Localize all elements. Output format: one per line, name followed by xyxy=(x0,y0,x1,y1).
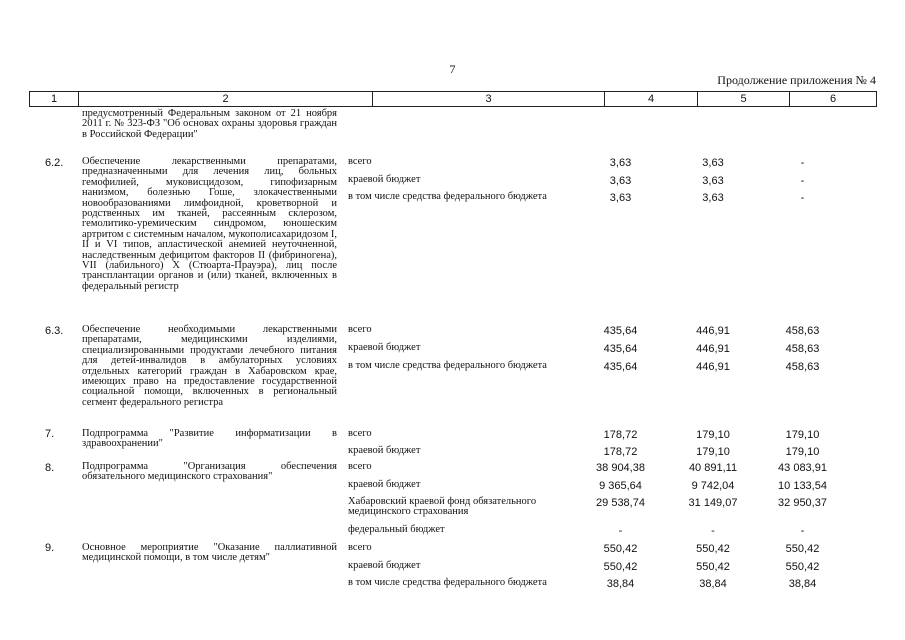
value-col-4: 3,63 xyxy=(609,175,632,187)
value-col-5: 446,91 xyxy=(696,325,730,337)
row-description: Подпрограмма "Организация обеспечения обязательного медицинского страхования" xyxy=(82,461,337,483)
header-col-6: 6 xyxy=(789,92,876,106)
value-col-6: 179,10 xyxy=(785,429,820,441)
value-col-5: 179,10 xyxy=(696,446,730,458)
value-col-6: 458,63 xyxy=(785,343,820,355)
value-col-4: 550,42 xyxy=(603,561,638,573)
value-col-5: 3,63 xyxy=(702,175,724,187)
source-label: всего xyxy=(348,461,372,472)
header-col-5: 5 xyxy=(697,92,789,106)
value-col-4: 178,72 xyxy=(603,446,638,458)
value-col-6: - xyxy=(800,175,805,187)
value-col-6: 43 083,91 xyxy=(778,462,827,474)
value-col-6: 458,63 xyxy=(785,325,820,337)
value-col-5: 179,10 xyxy=(696,429,730,441)
value-col-5: 446,91 xyxy=(696,343,730,355)
value-col-4: 38 904,38 xyxy=(596,462,645,474)
source-label: в том числе средства федерального бюджета xyxy=(348,360,547,371)
value-col-6: 32 950,37 xyxy=(778,497,827,509)
table-header xyxy=(29,91,877,107)
value-col-4: 435,64 xyxy=(603,361,638,373)
row-number: 9. xyxy=(45,542,55,554)
header-col-2: 2 xyxy=(78,92,372,106)
value-col-4: 3,63 xyxy=(609,157,632,169)
source-label: краевой бюджет xyxy=(348,445,421,456)
value-col-5: 3,63 xyxy=(702,157,724,169)
value-col-6: - xyxy=(800,157,805,169)
row-description: Обеспечение необходимыми лекарственными препаратами, медицинскими изделиями, специализированными продуктами лечебного питания для детей-инвалидов в амбулаторных условиях отдельных категорий граждан в Хабаровском крае, имеющих право на предоставление государственной социальной помощи, включенных в региональный сегмент федерального регистра xyxy=(82,324,337,408)
value-col-4: 435,64 xyxy=(603,325,638,337)
header-col-3: 3 xyxy=(372,92,604,106)
source-label: всего xyxy=(348,428,372,439)
row-description: предусмотренный Федеральным законом от 21 ноября 2011 г. № 323-ФЗ "Об основах охраны здоровья граждан в Российской Федерации" xyxy=(82,108,337,140)
value-col-6: 179,10 xyxy=(785,446,820,458)
row-description: Основное мероприятие "Оказание паллиативной медицинской помощи, в том числе детям" xyxy=(82,542,337,564)
row-number: 6.3. xyxy=(45,325,64,337)
row-description: Обеспечение лекарственными препаратами, предназначенными для лечения лиц, больных гемофилией, муковисцидозом, гипофизарным нанизмом, болезнью Гоше, злокачественными новообразованиями лимфоидной, кроветворной и родственных им тканей, рассеянным склерозом, гемолитико-уремическим синдромом, юношеским артритом с системным началом, мукополисахаридозом I, II и VI типов, апластической анемией неуточненной, наследственным дефицитом факторов II (фибриногена), VII (лабильного) X (Стюарта-Прауэра), лиц после трансплантации органов и (или) тканей, включенных в федеральный регистр xyxy=(82,156,337,292)
value-col-5: - xyxy=(711,525,715,537)
value-col-6: 458,63 xyxy=(785,361,820,373)
value-col-4: - xyxy=(618,525,623,537)
row-number: 7. xyxy=(45,428,55,440)
source-label: краевой бюджет xyxy=(348,342,421,353)
value-col-6: 38,84 xyxy=(788,578,817,590)
value-col-5: 446,91 xyxy=(696,361,730,373)
value-col-5: 3,63 xyxy=(702,192,724,204)
row-description: Подпрограмма "Развитие информатизации в здравоохранении" xyxy=(82,428,337,450)
value-col-5: 31 149,07 xyxy=(688,497,738,509)
source-label: в том числе средства федерального бюджета xyxy=(348,191,547,202)
header-col-4: 4 xyxy=(604,92,697,106)
source-label: всего xyxy=(348,324,372,335)
value-col-6: - xyxy=(800,192,805,204)
value-col-5: 550,42 xyxy=(696,561,730,573)
value-col-4: 550,42 xyxy=(603,543,638,555)
value-col-6: 550,42 xyxy=(785,543,820,555)
source-label: всего xyxy=(348,156,372,167)
source-label: краевой бюджет xyxy=(348,479,421,490)
header-col-1: 1 xyxy=(50,93,58,105)
continuation-note: Продолжение приложения № 4 xyxy=(717,73,876,87)
source-label: краевой бюджет xyxy=(348,174,421,185)
source-label: всего xyxy=(348,542,372,553)
value-col-4: 9 365,64 xyxy=(599,480,642,492)
value-col-5: 9 742,04 xyxy=(691,480,735,492)
source-label: Хабаровский краевой фонд обязательного медицинского страхования xyxy=(348,496,537,518)
value-col-5: 40 891,11 xyxy=(688,462,738,474)
value-col-5: 38,84 xyxy=(699,578,727,590)
value-col-6: 550,42 xyxy=(785,561,820,573)
row-number: 8. xyxy=(45,462,55,474)
value-col-6: 10 133,54 xyxy=(778,480,827,492)
source-label: федеральный бюджет xyxy=(348,524,445,535)
value-col-6: - xyxy=(800,525,805,537)
value-col-4: 435,64 xyxy=(603,343,638,355)
value-col-5: 550,42 xyxy=(696,543,730,555)
source-label: в том числе средства федерального бюджета xyxy=(348,577,547,588)
source-label: краевой бюджет xyxy=(348,560,421,571)
value-col-4: 3,63 xyxy=(609,192,632,204)
row-number: 6.2. xyxy=(45,157,64,169)
value-col-4: 178,72 xyxy=(603,429,638,441)
value-col-4: 38,84 xyxy=(606,578,635,590)
value-col-4: 29 538,74 xyxy=(596,497,645,509)
page-number: 7 xyxy=(449,62,456,76)
